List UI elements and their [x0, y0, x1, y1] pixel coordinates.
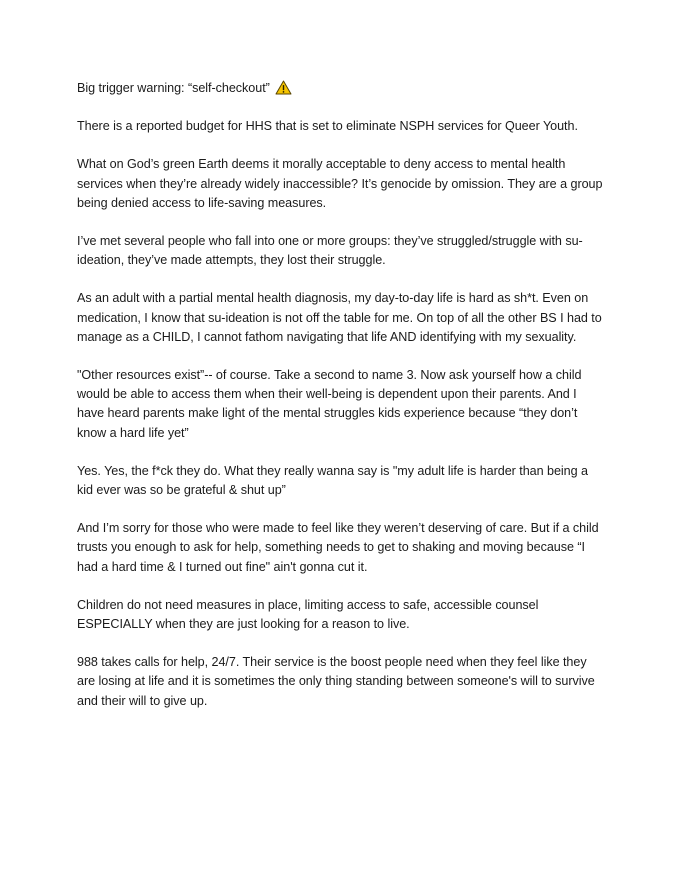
warning-icon [275, 80, 292, 95]
paragraph-people-met: I’ve met several people who fall into one or more groups: they’ve struggled/struggle with su-ideation, they’ve made attempts, they lost their struggle. [77, 234, 583, 268]
paragraph-budget: There is a reported budget for HHS that is set to eliminate NSPH services for Queer Youth. [77, 119, 578, 134]
paragraph-yes: Yes. Yes, the f*ck they do. What they really wanna say is "my adult life is harder than being a kid ever was so be grateful & shut up” [77, 463, 588, 498]
paragraph-sorry: And I’m sorry for those who were made to feel like they weren’t deserving of care. But if a child trusts you enough to ask for help, something needs to get to shaking and moving because “I had a hard time & I turned out fine" ain't gonna cut it. [77, 521, 599, 574]
paragraph-other-resources: "Other resources exist”-- of course. Take a second to name 3. Now ask yourself how a child would be able to access them when their well-being is dependent upon their parents. And I have heard parents make light of the mental struggles kids experience because “they don’t know a hard life yet” [77, 368, 582, 440]
paragraph-adult-diagnosis: As an adult with a partial mental health diagnosis, my day-to-day life is hard as sh*t. Even on medication, I know that su-ideation is not off the table for me. On top of all the other BS I had to manage as a CHILD, I cannot fathom navigating that life AND identifying with my sexuality. [77, 291, 602, 344]
document-body [77, 79, 607, 730]
trigger-warning-text: Big trigger warning: “self-checkout” [77, 81, 270, 95]
paragraph-moral-question: What on God’s green Earth deems it morally acceptable to deny access to mental health services when they’re already widely inaccessible? It’s genocide by omission. They are a group being denied access to life-saving measures. [77, 157, 603, 210]
trigger-warning-line [77, 79, 607, 98]
paragraph-children: Children do not need measures in place, limiting access to safe, accessible counsel ESPECIALLY when they are just looking for a reason to live. [77, 597, 539, 632]
paragraph-988: 988 takes calls for help, 24/7. Their service is the boost people need when they feel like they are losing at life and it is sometimes the only thing standing between someone's will to survive and their will to give up. [77, 655, 595, 708]
